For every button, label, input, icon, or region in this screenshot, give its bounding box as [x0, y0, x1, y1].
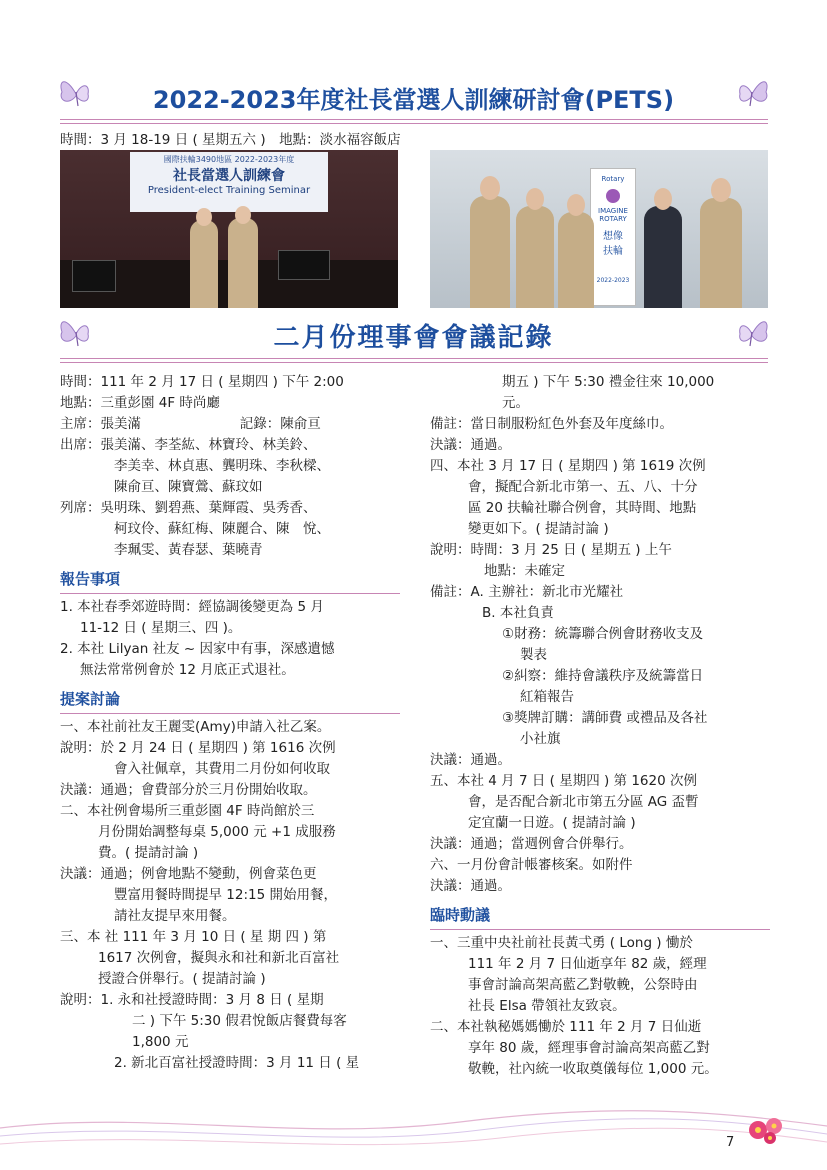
- minutes-line: 1. 本社春季郊遊時間：經協調後變更為 5 月: [60, 599, 324, 615]
- minutes-line: 時間：111 年 2 月 17 日 ( 星期四 ) 下午 2:00: [60, 374, 344, 390]
- minutes-line: 六、一月份會計帳審核案。如附件: [430, 857, 633, 873]
- minutes-line: 社長 Elsa 帶領社友致哀。: [468, 998, 626, 1014]
- minutes-line: ②糾察：維持會議秩序及統籌當日: [502, 668, 704, 684]
- minutes-line: 決議：通過；當週例會合併舉行。: [430, 836, 633, 852]
- minutes-line: 柯玟伶、蘇紅梅、陳麗合、陳 悅、: [114, 521, 330, 537]
- minutes-line: 決議：通過。: [430, 437, 511, 453]
- minutes-line: 陳俞亘、陳寶鶯、蘇玟如: [114, 479, 263, 495]
- seminar-photo: [60, 150, 398, 308]
- minutes-line: 說明：於 2 月 24 日 ( 星期四 ) 第 1616 次例: [60, 740, 336, 756]
- person-figure: [516, 206, 554, 308]
- person-figure: [558, 212, 594, 308]
- section-heading: 報告事項: [60, 569, 400, 594]
- minutes-line: 說明：1. 永和社授證時間：3 月 8 日 ( 星期: [60, 992, 324, 1008]
- minutes-line: 二 ) 下午 5:30 假君悅飯店餐費每客: [132, 1013, 347, 1029]
- minutes-line: 決議：通過。: [430, 878, 511, 894]
- pets-meta: 時間：3 月 18-19 日 ( 星期五六 ) 地點：淡水福容飯店: [60, 132, 401, 148]
- minutes-line: 列席：吳明珠、劉碧燕、葉輝霞、吳秀香、: [60, 500, 317, 516]
- minutes-line: 1617 次例會，擬與永和社和新北百富社: [98, 950, 340, 966]
- seminar-banner: 國際扶輪3490地區 2022-2023年度 社長當選人訓練會 President-elect Training Seminar: [130, 152, 328, 212]
- minutes-line: 費。( 提請討論 ): [98, 845, 199, 861]
- section-heading: 提案討論: [60, 689, 400, 714]
- group-photo: [430, 150, 768, 308]
- footer-wave-decoration: [0, 1100, 827, 1170]
- minutes-line: 五、本社 4 月 7 日 ( 星期四 ) 第 1620 次例: [430, 773, 697, 789]
- minutes-line: 區 20 扶輪社聯合例會，其時間、地點: [468, 500, 697, 516]
- minutes-line: 事會討論高架高藍乙對敬輓，公祭時由: [468, 977, 698, 993]
- minutes-line: 四、本社 3 月 17 日 ( 星期四 ) 第 1619 次例: [430, 458, 706, 474]
- minutes-line: 一、三重中央社前社長黃弌勇 ( Long ) 慟於: [430, 935, 693, 951]
- section-heading: 臨時動議: [430, 905, 770, 930]
- minutes-line: ①財務：統籌聯合例會財務收支及: [502, 626, 704, 642]
- minutes-line: 變更如下。( 提請討論 ): [468, 521, 609, 537]
- minutes-line: 月份開始調整每桌 5,000 元 +1 成服務: [98, 824, 336, 840]
- minutes-line: 紅箱報告: [520, 689, 574, 705]
- title-divider: [60, 119, 768, 120]
- minutes-line: 出席：張美滿、李荃紘、林寶玲、林美鈴、: [60, 437, 317, 453]
- minutes-line: 授證合併舉行。( 提請討論 ): [98, 971, 266, 987]
- minutes-left-column: [60, 372, 400, 1074]
- minutes-line: 小社旗: [520, 731, 561, 747]
- minutes-line: 2. 本社 Lilyan 社友 ~ 因家中有事，深感遺憾: [60, 641, 335, 657]
- minutes-line: 地點：三重彭園 4F 時尚廳: [60, 395, 220, 411]
- minutes-line: 期五 ) 下午 5:30 禮金往來 10,000: [502, 374, 715, 390]
- minutes-line: 決議：通過。: [430, 752, 511, 768]
- minutes-line: 說明：時間：3 月 25 日 ( 星期五 ) 上午: [430, 542, 672, 558]
- minutes-line: 會，擬配合新北市第一、五、八、十分: [468, 479, 698, 495]
- minutes-line: 會入社佩章，其費用二月份如何收取: [114, 761, 330, 777]
- minutes-line: 決議：通過；會費部分於三月份開始收取。: [60, 782, 317, 798]
- minutes-line: 定宜蘭一日遊。( 提請討論 ): [468, 815, 636, 831]
- minutes-line: 無法常常例會於 12 月底正式退社。: [80, 662, 295, 678]
- minutes-line: 三、本 社 111 年 3 月 10 日 ( 星 期 四 ) 第: [60, 929, 327, 945]
- minutes-line: 主席：張美滿 記錄：陳俞亘: [60, 416, 321, 432]
- minutes-line: 備註：A. 主辦社：新北市光耀社: [430, 584, 624, 600]
- minutes-line: 會，是否配合新北市第五分區 AG 盃暫: [468, 794, 699, 810]
- minutes-line: 豐富用餐時間提早 12:15 開始用餐，: [114, 887, 337, 903]
- person-figure: [228, 218, 258, 308]
- minutes-line: 2. 新北百富社授證時間：3 月 11 日 ( 星: [114, 1055, 360, 1071]
- minutes-line: 決議：通過；例會地點不變動，例會菜色更: [60, 866, 317, 882]
- minutes-line: B. 本社負責: [482, 605, 554, 621]
- minutes-line: 元。: [502, 395, 529, 411]
- person-figure: [644, 206, 682, 308]
- minutes-line: ③獎牌訂購：講師費 或禮品及各社: [502, 710, 708, 726]
- person-figure: [470, 196, 510, 308]
- minutes-right-column: [430, 372, 770, 1080]
- person-figure: [700, 198, 742, 308]
- minutes-line: 二、本社執秘媽媽慟於 111 年 2 月 7 日仙逝: [430, 1019, 702, 1035]
- minutes-line: 享年 80 歲，經理事會討論高架高藍乙對: [468, 1040, 710, 1056]
- title-divider: [60, 358, 768, 359]
- minutes-line: 1,800 元: [132, 1034, 189, 1050]
- minutes-line: 李美幸、林貞惠、龔明珠、李秋樑、: [114, 458, 330, 474]
- title-divider: [60, 362, 768, 363]
- rotary-standee: Rotary IMAGINE ROTARY 想像 扶輪 2022-2023: [590, 168, 636, 306]
- minutes-line: 11-12 日 ( 星期三、四 )。: [80, 620, 242, 636]
- pets-title: 2022-2023年度社長當選人訓練研討會(PETS): [152, 86, 675, 114]
- minutes-line: 備註：當日制服粉紅色外套及年度絲巾。: [430, 416, 673, 432]
- person-figure: [190, 220, 218, 308]
- minutes-line: 一、本社前社友王麗雯(Amy)申請入社乙案。: [60, 719, 331, 735]
- flower-icon: [744, 1112, 790, 1146]
- minutes-line: 製表: [520, 647, 547, 663]
- minutes-title: 二月份理事會會議記錄: [273, 323, 554, 353]
- page-number: 7: [726, 1135, 735, 1150]
- minutes-line: 地點：未確定: [484, 563, 565, 579]
- title-divider: [60, 123, 768, 124]
- minutes-line: 請社友提早來用餐。: [114, 908, 236, 924]
- minutes-line: 二、本社例會場所三重彭園 4F 時尚館於三: [60, 803, 315, 819]
- minutes-line: 敬輓，社內統一收取奠儀每位 1,000 元。: [468, 1061, 718, 1077]
- minutes-line: 李珮雯、黃春瑟、葉曉青: [114, 542, 263, 558]
- minutes-line: 111 年 2 月 7 日仙逝享年 82 歲，經理: [468, 956, 707, 972]
